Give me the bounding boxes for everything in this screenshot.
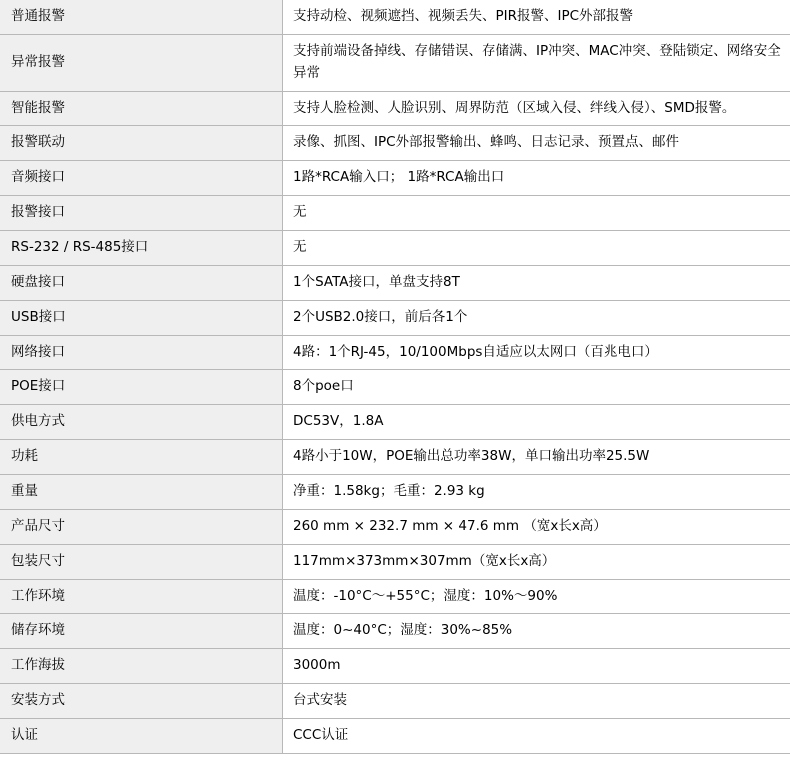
spec-value-cell: 260 mm × 232.7 mm × 47.6 mm （宽x长x高） xyxy=(283,509,790,544)
table-row xyxy=(0,440,790,475)
spec-label-cell: 安装方式 xyxy=(0,684,283,719)
table-row xyxy=(0,196,790,231)
spec-label-cell: 工作海拔 xyxy=(0,649,283,684)
table-row xyxy=(0,34,790,91)
table-row xyxy=(0,126,790,161)
spec-label-cell: RS-232 / RS-485接口 xyxy=(0,231,283,266)
spec-value-cell: 支持人脸检测、人脸识别、周界防范（区域入侵、绊线入侵）、SMD报警。 xyxy=(283,91,790,126)
table-row xyxy=(0,300,790,335)
spec-value-cell: 净重：1.58kg；毛重：2.93 kg xyxy=(283,475,790,510)
table-row xyxy=(0,0,790,34)
table-row xyxy=(0,475,790,510)
table-row xyxy=(0,335,790,370)
table-row xyxy=(0,161,790,196)
spec-label-cell: 普通报警 xyxy=(0,0,283,34)
spec-value-cell: 温度：-10°C～+55°C；湿度：10%～90% xyxy=(283,579,790,614)
spec-value-cell: 录像、抓图、IPC外部报警输出、蜂鸣、日志记录、预置点、邮件 xyxy=(283,126,790,161)
spec-label-cell: 智能报警 xyxy=(0,91,283,126)
table-row xyxy=(0,405,790,440)
spec-value-cell: 8个poe口 xyxy=(283,370,790,405)
table-row xyxy=(0,614,790,649)
spec-value-cell: 温度：0~40°C；湿度：30%~85% xyxy=(283,614,790,649)
spec-value-cell: 2个USB2.0接口，前后各1个 xyxy=(283,300,790,335)
spec-label-cell: 重量 xyxy=(0,475,283,510)
table-row xyxy=(0,370,790,405)
spec-value-cell: 支持动检、视频遮挡、视频丢失、PIR报警、IPC外部报警 xyxy=(283,0,790,34)
spec-label-cell: 产品尺寸 xyxy=(0,509,283,544)
spec-label-cell: 工作环境 xyxy=(0,579,283,614)
spec-value-cell: 117mm×373mm×307mm（宽x长x高） xyxy=(283,544,790,579)
spec-value-cell: 无 xyxy=(283,196,790,231)
table-row xyxy=(0,265,790,300)
spec-label-cell: 包装尺寸 xyxy=(0,544,283,579)
spec-value-cell: 3000m xyxy=(283,649,790,684)
table-row xyxy=(0,649,790,684)
spec-value-cell: 支持前端设备掉线、存储错误、存储满、IP冲突、MAC冲突、登陆锁定、网络安全异常 xyxy=(283,34,790,91)
table-row xyxy=(0,684,790,719)
spec-value-cell: CCC认证 xyxy=(283,719,790,754)
spec-label-cell: POE接口 xyxy=(0,370,283,405)
table-row xyxy=(0,509,790,544)
spec-label-cell: 硬盘接口 xyxy=(0,265,283,300)
spec-label-cell: 报警接口 xyxy=(0,196,283,231)
spec-value-cell: 台式安装 xyxy=(283,684,790,719)
spec-value-cell: 4路小于10W，POE输出总功率38W，单口输出功率25.5W xyxy=(283,440,790,475)
spec-value-cell: 无 xyxy=(283,231,790,266)
spec-label-cell: USB接口 xyxy=(0,300,283,335)
spec-value-cell: 1路*RCA输入口； 1路*RCA输出口 xyxy=(283,161,790,196)
spec-label-cell: 异常报警 xyxy=(0,34,283,91)
spec-label-cell: 网络接口 xyxy=(0,335,283,370)
spec-value-cell: 1个SATA接口，单盘支持8T xyxy=(283,265,790,300)
spec-label-cell: 认证 xyxy=(0,719,283,754)
table-row xyxy=(0,231,790,266)
spec-value-cell: DC53V，1.8A xyxy=(283,405,790,440)
spec-label-cell: 功耗 xyxy=(0,440,283,475)
spec-label-cell: 储存环境 xyxy=(0,614,283,649)
spec-value-cell: 4路：1个RJ-45，10/100Mbps自适应以太网口（百兆电口） xyxy=(283,335,790,370)
table-row xyxy=(0,91,790,126)
table-row xyxy=(0,544,790,579)
spec-label-cell: 报警联动 xyxy=(0,126,283,161)
spec-label-cell: 音频接口 xyxy=(0,161,283,196)
table-row xyxy=(0,719,790,754)
spec-label-cell: 供电方式 xyxy=(0,405,283,440)
table-row xyxy=(0,579,790,614)
